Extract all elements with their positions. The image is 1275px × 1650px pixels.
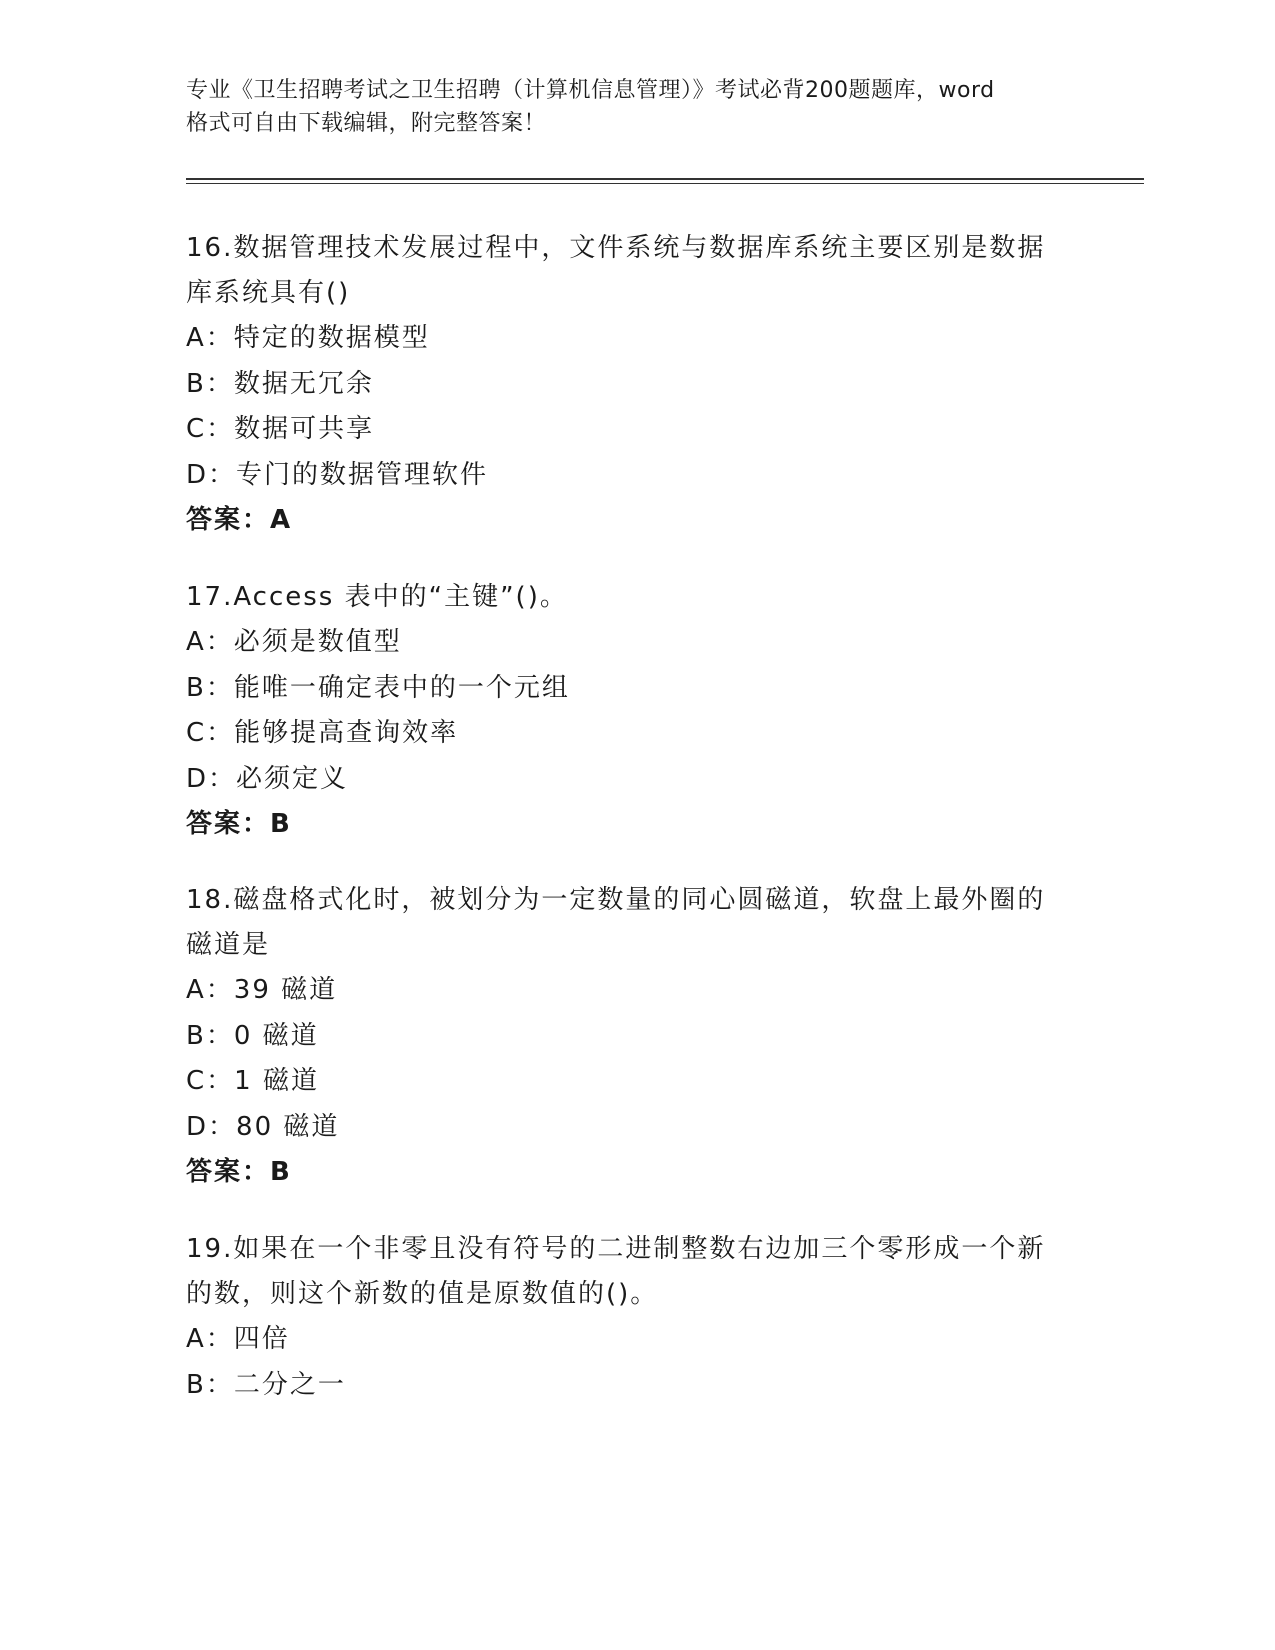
answer: 答案：B [186, 1157, 292, 1187]
answer: 答案：B [186, 809, 292, 839]
option-c: C：数据可共享 [186, 414, 375, 444]
question-text-line: 的数，则这个新数的值是原数值的()。 [186, 1279, 659, 1309]
option-a: A：四倍 [186, 1324, 290, 1354]
document-header [186, 74, 1086, 140]
option-c: C：能够提高查询效率 [186, 718, 459, 748]
header-line-1: 专业《卫生招聘考试之卫生招聘（计算机信息管理）》考试必背200题题库，word [186, 78, 995, 103]
question-18 [186, 878, 1086, 1196]
header-divider-thin [186, 183, 1144, 184]
option-b: B：能唯一确定表中的一个元组 [186, 672, 570, 703]
option-d: D：必须定义 [186, 763, 349, 794]
header-divider-thick [186, 178, 1144, 180]
option-a: A：39 磁道 [186, 975, 338, 1005]
question-text-line: 16.数据管理技术发展过程中，文件系统与数据库系统主要区别是数据 [186, 233, 1046, 263]
option-b: B：0 磁道 [186, 1020, 319, 1051]
option-d: D：专门的数据管理软件 [186, 459, 489, 490]
question-text-line: 磁道是 [186, 930, 271, 960]
question-19 [186, 1227, 1086, 1408]
question-16 [186, 226, 1086, 544]
question-text-line: 19.如果在一个非零且没有符号的二进制整数右边加三个零形成一个新 [186, 1234, 1046, 1264]
option-d: D：80 磁道 [186, 1111, 340, 1142]
question-text-line: 17.Access 表中的“主键”()。 [186, 582, 568, 612]
option-b: B：数据无冗余 [186, 368, 374, 399]
question-text-line: 库系统具有() [186, 278, 351, 308]
option-a: A：必须是数值型 [186, 627, 402, 657]
question-text-line: 18.磁盘格式化时，被划分为一定数量的同心圆磁道，软盘上最外圈的 [186, 885, 1046, 915]
question-17 [186, 575, 1086, 848]
option-c: C：1 磁道 [186, 1066, 319, 1096]
header-line-2: 格式可自由下载编辑，附完整答案！ [186, 111, 547, 136]
answer: 答案：A [186, 505, 293, 535]
option-b: B：二分之一 [186, 1369, 346, 1400]
option-a: A：特定的数据模型 [186, 323, 430, 353]
